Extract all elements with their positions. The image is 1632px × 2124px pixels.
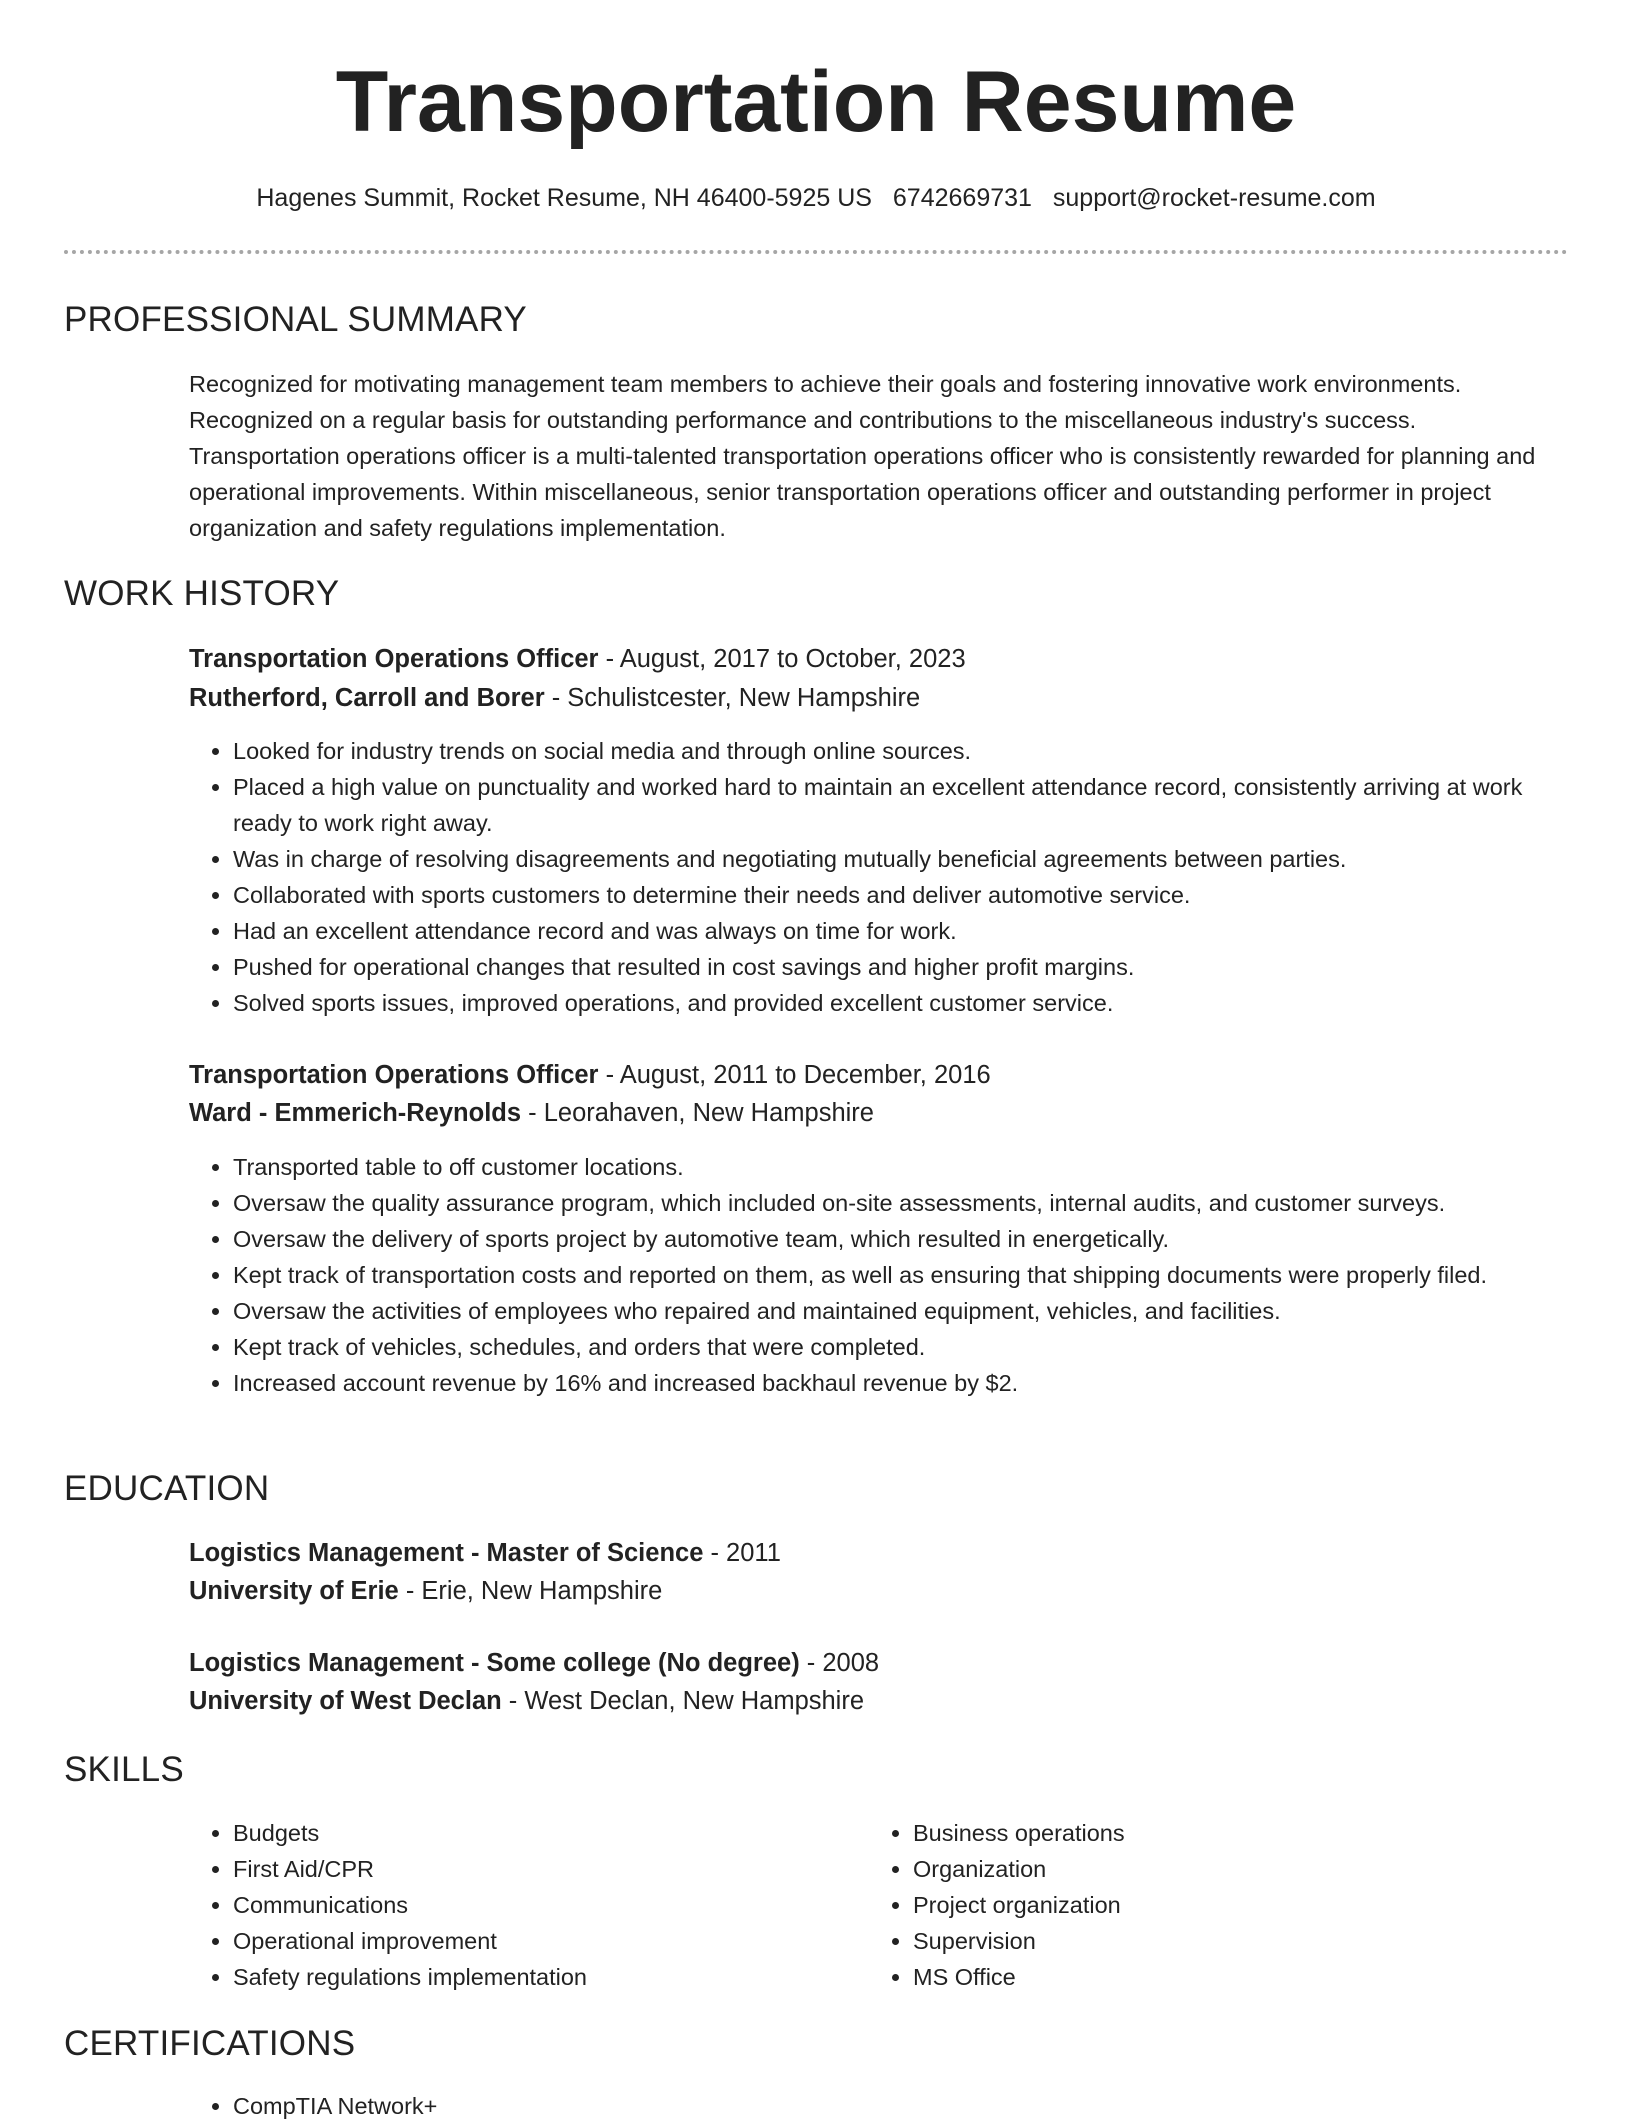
education-1-school: University of Erie <box>189 1577 399 1605</box>
skills-list-left <box>189 1815 833 1995</box>
summary-text: Recognized for motivating management team members to achieve their goals and fostering innovative work environments. Recognized on a regular basis for outstanding performance and contributions to the miscellaneous industry's success. Transportation operations officer is a multi-talented transportation operations officer who is consistently rewarded for planning and operational improvements. Within miscellaneous, senior transportation operations officer and outstanding performer in project organization and safety regulations implementation. <box>189 371 1536 541</box>
contact-phone: 6742669731 <box>892 184 1032 212</box>
section-title-skills: SKILLS <box>64 1750 184 1789</box>
list-item: • Oversaw the activities of employees who repaired and maintained equipment, vehicles, and facilities. <box>233 1293 1559 1329</box>
job-2-company: Ward - Emmerich-Reynolds <box>189 1099 522 1127</box>
list-item: • Placed a high value on punctuality and worked hard to maintain an excellent attendance record, consistently arriving at work ready to work right away. <box>233 769 1559 841</box>
contact-email: support@rocket-resume.com <box>1052 184 1376 212</box>
education-1-school-line <box>189 1573 1559 1609</box>
education-1-degree-line <box>189 1535 1559 1571</box>
list-item: • Organization <box>913 1851 1513 1887</box>
list-item: • Oversaw the delivery of sports project by automotive team, which resulted in energetically. <box>233 1221 1559 1257</box>
job-2-dates: - August, 2011 to December, 2016 <box>598 1061 991 1089</box>
skills-list-right <box>869 1815 1513 1995</box>
list-item: • Was in charge of resolving disagreements and negotiating mutually beneficial agreements between parties. <box>233 841 1559 877</box>
job-1-bullets <box>189 733 1559 1021</box>
certifications-list <box>189 2088 833 2124</box>
list-item: • Safety regulations implementation <box>233 1959 833 1995</box>
section-title-education: EDUCATION <box>64 1469 270 1508</box>
contact-address: Hagenes Summit, Rocket Resume, NH 46400-5925 US <box>256 184 872 212</box>
job-1-dates: - August, 2017 to October, 2023 <box>598 645 966 673</box>
list-item: • Oversaw the quality assurance program, which included on-site assessments, internal audits, and customer surveys. <box>233 1185 1559 1221</box>
education-2-school: University of West Declan <box>189 1687 502 1715</box>
section-title-summary: PROFESSIONAL SUMMARY <box>64 300 527 339</box>
resume-title: Transportation Resume <box>335 54 1297 150</box>
list-item: • Collaborated with sports customers to determine their needs and deliver automotive service. <box>233 877 1559 913</box>
job-1-position: Transportation Operations Officer <box>189 645 599 673</box>
education-1-location: - Erie, New Hampshire <box>398 1577 663 1605</box>
list-item: • Supervision <box>913 1923 1513 1959</box>
job-2-position: Transportation Operations Officer <box>189 1061 599 1089</box>
list-item: • Operational improvement <box>233 1923 833 1959</box>
section-title-work-history: WORK HISTORY <box>64 574 340 613</box>
job-2-company-line <box>189 1095 1559 1131</box>
list-item: • Budgets <box>233 1815 833 1851</box>
section-title-certifications: CERTIFICATIONS <box>64 2024 356 2063</box>
job-1-title-line <box>189 641 1559 677</box>
list-item: • Looked for industry trends on social media and through online sources. <box>233 733 1559 769</box>
job-2-location: - Leorahaven, New Hampshire <box>521 1099 874 1127</box>
list-item: • Kept track of vehicles, schedules, and orders that were completed. <box>233 1329 1559 1365</box>
education-1-degree: Logistics Management - Master of Science <box>189 1539 704 1567</box>
list-item: • CompTIA Network+ <box>233 2088 833 2124</box>
list-item: • Solved sports issues, improved operations, and provided excellent customer service. <box>233 985 1559 1021</box>
list-item: • Had an excellent attendance record and was always on time for work. <box>233 913 1559 949</box>
list-item: • Business operations <box>913 1815 1513 1851</box>
education-2-location: - West Declan, New Hampshire <box>501 1687 865 1715</box>
list-item: • Kept track of transportation costs and reported on them, as well as ensuring that shipping documents were properly filed. <box>233 1257 1559 1293</box>
list-item: • Communications <box>233 1887 833 1923</box>
job-2-bullets <box>189 1149 1559 1401</box>
contact-line <box>64 180 1568 216</box>
education-2-year: - 2008 <box>799 1649 880 1677</box>
job-1-company: Rutherford, Carroll and Borer <box>189 684 545 712</box>
education-1-year: - 2011 <box>703 1539 781 1567</box>
list-item: • Increased account revenue by 16% and increased backhaul revenue by $2. <box>233 1365 1559 1401</box>
education-2-degree: Logistics Management - Some college (No degree) <box>189 1649 800 1677</box>
list-item: • MS Office <box>913 1959 1513 1995</box>
education-2-degree-line <box>189 1645 1559 1681</box>
header-divider <box>64 250 1568 254</box>
list-item: • Pushed for operational changes that resulted in cost savings and higher profit margins. <box>233 949 1559 985</box>
job-1-location: - Schulistcester, New Hampshire <box>544 684 921 712</box>
job-2-title-line <box>189 1057 1559 1093</box>
list-item: • First Aid/CPR <box>233 1851 833 1887</box>
list-item: • Project organization <box>913 1887 1513 1923</box>
education-2-school-line <box>189 1683 1559 1719</box>
list-item: • Transported table to off customer locations. <box>233 1149 1559 1185</box>
job-1-company-line <box>189 680 1559 716</box>
